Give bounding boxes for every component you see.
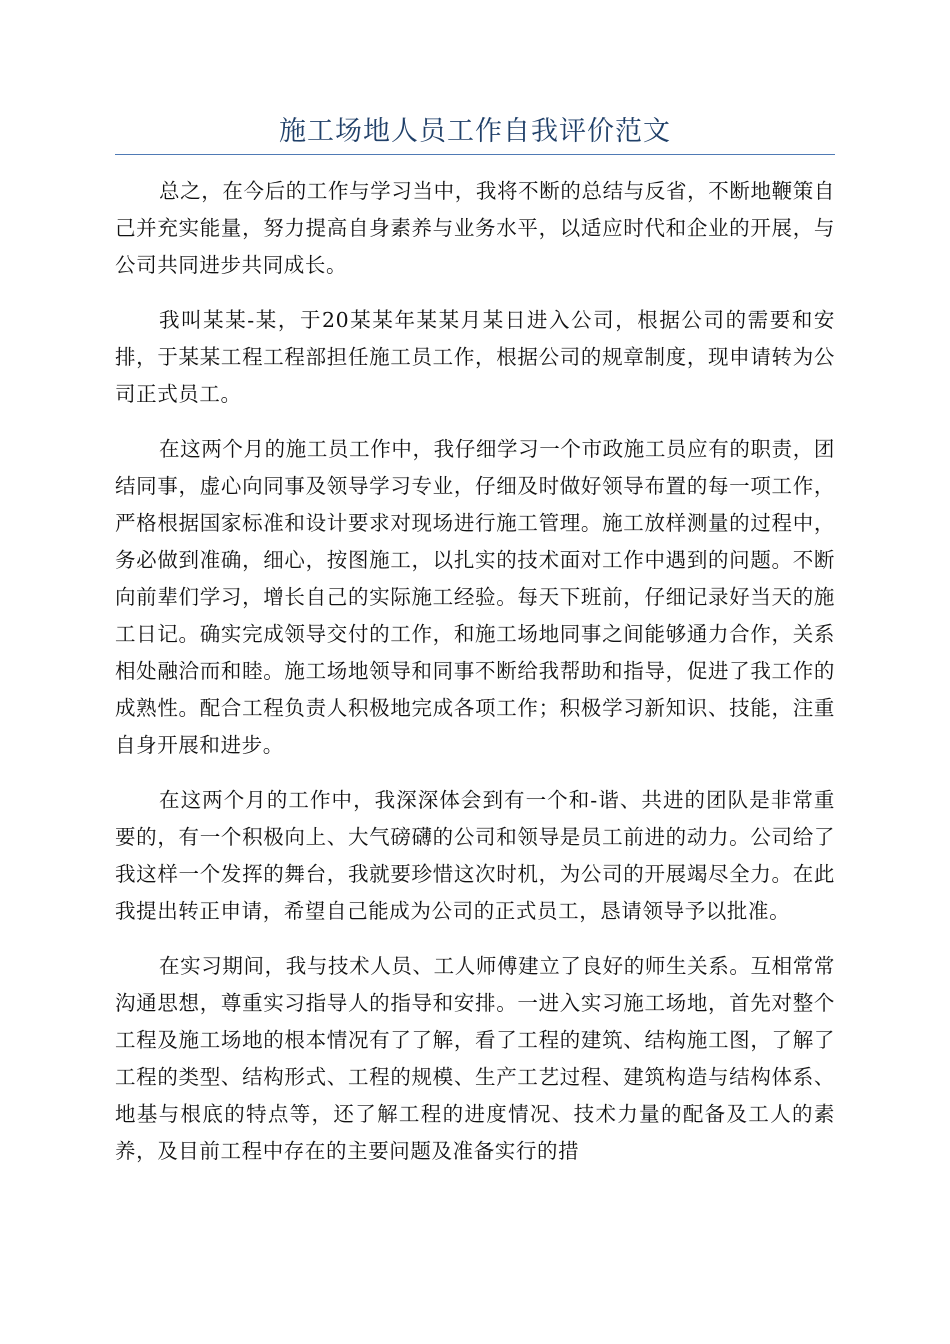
title-underline [115,154,835,155]
document-title: 施工场地人员工作自我评价范文 [279,116,671,147]
paragraph-5: 在实习期间，我与技术人员、工人师傅建立了良好的师生关系。互相常常沟通思想，尊重实习指导人的指导和安排。一进入实习施工场地，首先对整个工程及施工场地的根本情况有了了解，看了工程的建筑、结构施工图，了解了工程的类型、结构形式、工程的规模、生产工艺过程、建筑构造与结构体系、地基与根底的特点等，还了解工程的进度情况、技术力量的配备及工人的素养，及目前工程中存在的主要问题及准备实行的措 [115,954,835,1163]
paragraph-3: 在这两个月的施工员工作中，我仔细学习一个市政施工员应有的职责，团结同事，虚心向同事及领导学习专业，仔细及时做好领导布置的每一项工作，严格根据国家标准和设计要求对现场进行施工管理。施工放样测量的过程中，务必做到准确，细心，按图施工，以扎实的技术面对工作中遇到的问题。不断向前辈们学习，增长自己的实际施工经验。每天下班前，仔细记录好当天的施工日记。确实完成领导交付的工作，和施工场地同事之间能够通力合作，关系相处融洽而和睦。施工场地领导和同事不断给我帮助和指导，促进了我工作的成熟性。配合工程负责人积极地完成各项工作；积极学习新知识、技能，注重自身开展和进步。 [115,437,835,757]
paragraph-4: 在这两个月的工作中，我深深体会到有一个和-谐、共进的团队是非常重要的，有一个积极向上、大气磅礴的公司和领导是员工前进的动力。公司给了我这样一个发挥的舞台，我就要珍惜这次时机，为公司的开展竭尽全力。在此我提出转正申请，希望自己能成为公司的正式员工，恳请领导予以批准。 [115,788,835,923]
paragraph-2: 我叫某某-某，于20某某年某某月某日进入公司，根据公司的需要和安排，于某某工程工程部担任施工员工作，根据公司的规章制度，现申请转为公司正式员工。 [115,308,835,406]
paragraph-1: 总之，在今后的工作与学习当中，我将不断的总结与反省，不断地鞭策自己并充实能量，努力提高自身素养与业务水平，以适应时代和企业的开展，与公司共同进步共同成长。 [115,179,835,277]
document-body [115,173,835,1188]
